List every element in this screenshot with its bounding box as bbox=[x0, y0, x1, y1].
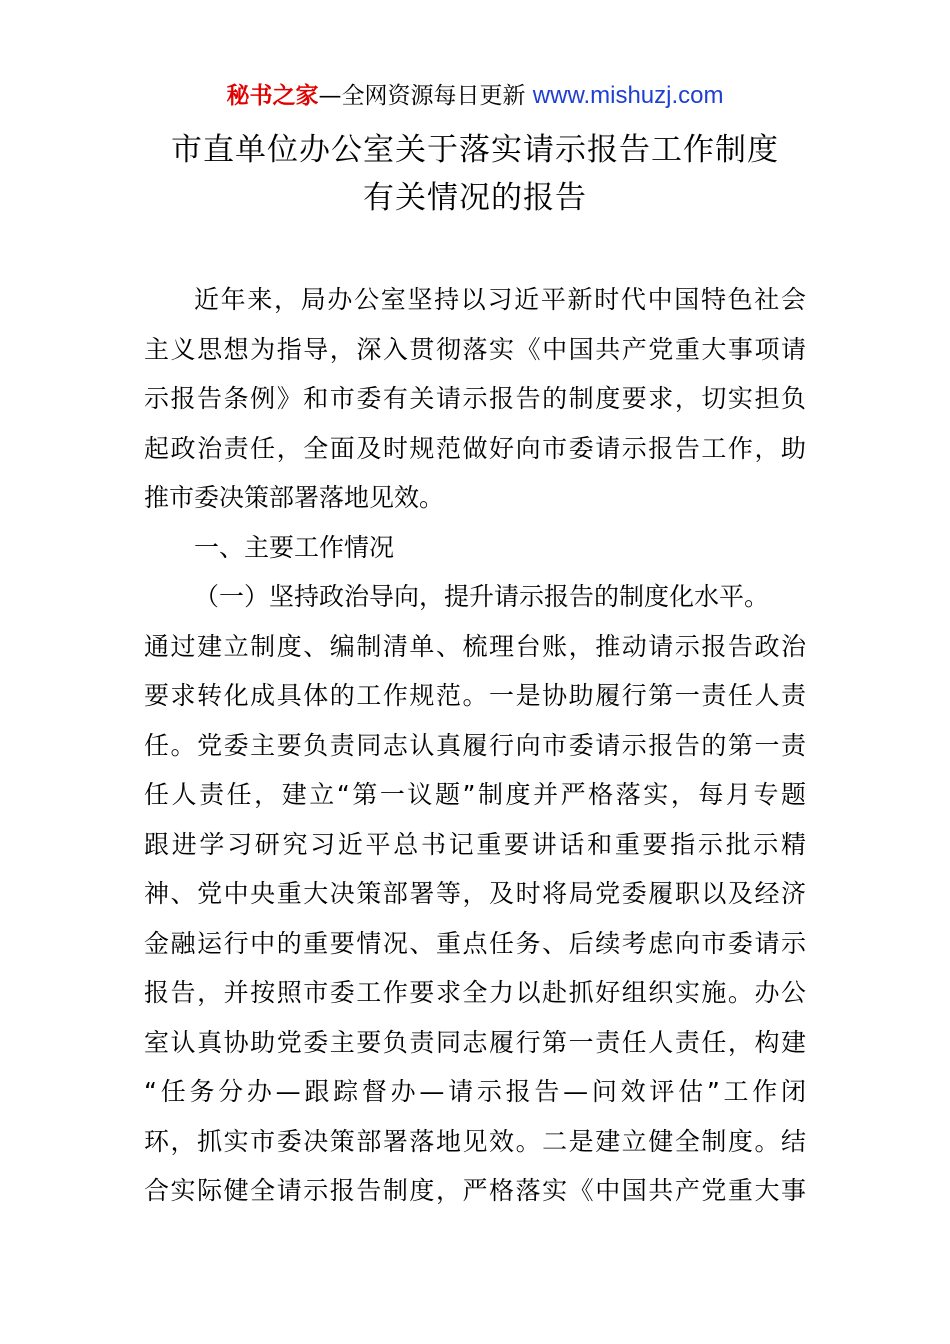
paragraph-line: 示报告条例》和市委有关请示报告的制度要求，切实担负 bbox=[144, 384, 806, 413]
paragraph-line: 任。党委主要负责同志认真履行向市委请示报告的第一责 bbox=[144, 730, 806, 760]
document-title-line-1: 市直单位办公室关于落实请示报告工作制度 bbox=[171, 132, 779, 168]
paragraph-line: 起政治责任，全面及时规范做好向市委请示报告工作，助 bbox=[144, 433, 806, 463]
document-title-line-2: 有关情况的报告 bbox=[363, 180, 587, 216]
paragraph-line: 近年来，局办公室坚持以习近平新时代中国特色社会 bbox=[194, 285, 806, 314]
paragraph-line: 金融运行中的重要情况、重点任务、后续考虑向市委请示 bbox=[144, 928, 806, 958]
paragraph-line: 要求转化成具体的工作规范。一是协助履行第一责任人责 bbox=[144, 681, 806, 710]
site-header bbox=[0, 80, 950, 112]
paragraph-line: 室认真协助党委主要负责同志履行第一责任人责任，构建 bbox=[144, 1027, 806, 1057]
site-tagline: —全网资源每日更新 bbox=[318, 83, 526, 109]
paragraph-line: 报告，并按照市委工作要求全力以赴抓好组织实施。办公 bbox=[144, 978, 806, 1007]
paragraph-line: 环，抓实市委决策部署落地见效。二是建立健全制度。结 bbox=[144, 1126, 806, 1156]
paragraph-line: 主义思想为指导，深入贯彻落实《中国共产党重大事项请 bbox=[144, 334, 806, 364]
document-body bbox=[144, 275, 806, 1216]
paragraph-line: 跟进学习研究习近平总书记重要讲话和重要指示批示精 bbox=[144, 829, 806, 859]
paragraph-line: “任务分办—跟踪督办—请示报告—问效评估”工作闭 bbox=[144, 1077, 806, 1106]
paragraph-line: 推市委决策部署落地见效。 bbox=[144, 483, 445, 512]
paragraph-line: 神、党中央重大决策部署等，及时将局党委履职以及经济 bbox=[144, 879, 806, 908]
paragraph-line: 任人责任，建立“第一议题”制度并严格落实，每月专题 bbox=[144, 780, 806, 809]
site-url-link[interactable]: www.mishuzj.com bbox=[532, 82, 724, 109]
paragraph-line: 合实际健全请示报告制度，严格落实《中国共产党重大事 bbox=[144, 1176, 806, 1205]
paragraph-line: 通过建立制度、编制清单、梳理台账，推动请示报告政治 bbox=[144, 631, 806, 661]
section-heading: 一、主要工作情况 bbox=[194, 532, 395, 562]
subsection-heading: （一）坚持政治导向，提升请示报告的制度化水平。 bbox=[194, 582, 770, 611]
site-brand: 秘书之家 bbox=[226, 83, 319, 109]
